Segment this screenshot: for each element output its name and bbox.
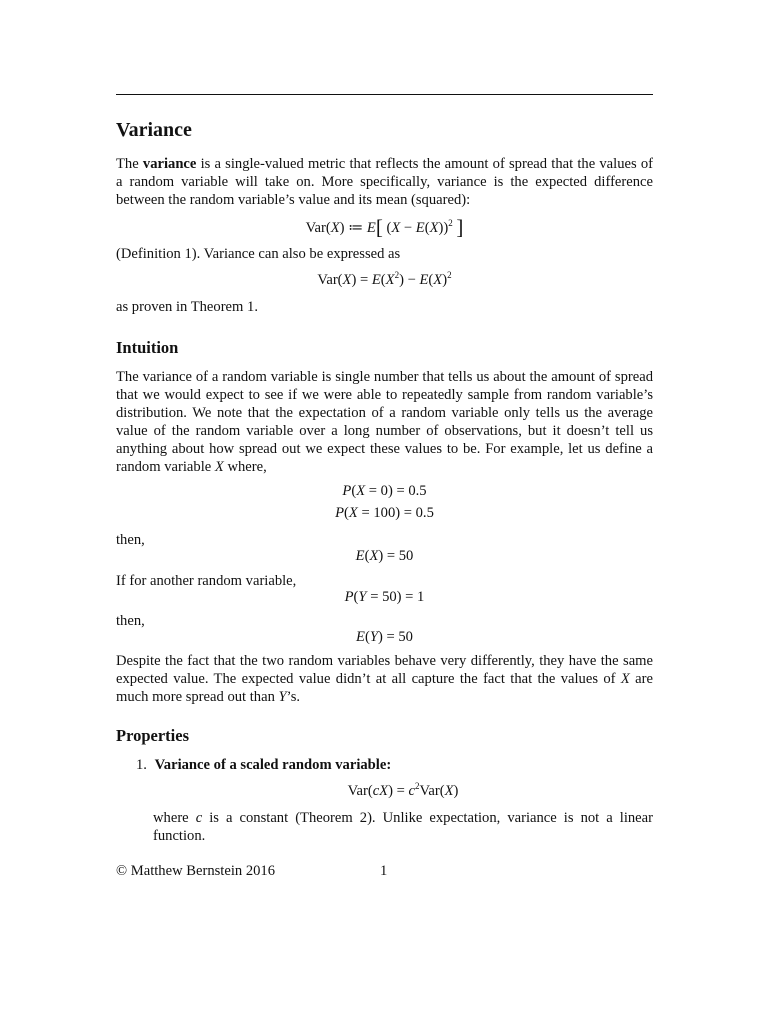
then-text-1: then, xyxy=(116,532,145,548)
equation-scaled-variance: $Var(cX) = c^2Var(X)$ xyxy=(347,781,459,799)
conclusion-text-c: ’s. xyxy=(286,689,301,705)
explanation-text-pre: where xyxy=(153,810,196,826)
equation-py50: P(Y = 50) = 1 xyxy=(344,589,425,605)
section-heading-properties: Properties xyxy=(116,726,190,745)
page-title: Variance xyxy=(116,119,192,141)
list-item xyxy=(136,756,653,774)
intro-paragraph xyxy=(116,155,653,209)
list-item-number: 1. xyxy=(136,757,147,773)
intuition-text-pre: The variance of a random variable is single number that tells us about the amount of spread that we would expect to see if we were able to repeatedly sample from random variable’s distribution. We note that the expectation of a random variable only tells us the average value of the random variable over a long number of observations, but it doesn’t tell us anything about how spread out we expect these values to be. For example, let us define a random variable xyxy=(116,369,653,475)
scaled-variance-explanation xyxy=(153,809,653,845)
conclusion-text-b: are much more spread out than xyxy=(116,671,653,705)
conclusion-variable-y: Y xyxy=(278,689,287,705)
equation-px0: P(X = 0) = 0.5 xyxy=(342,483,427,499)
document-page xyxy=(116,0,653,1024)
intuition-text-post: where, xyxy=(223,459,267,475)
conclusion-paragraph xyxy=(116,652,653,706)
intro-text-post: is a single-valued metric that reflects the amount of spread that the values of a random variable will take on. More specifically, variance is the expected difference between the random variable’s value and its mean (squared): xyxy=(116,156,653,208)
explanation-text-post: is a constant (Theorem 2). Unlike expectation, variance is not a linear function. xyxy=(153,810,653,844)
top-rule xyxy=(116,94,653,95)
equation-definition: Var(X) ≔ E[ $(X - E(X))^2$ ] xyxy=(305,215,464,239)
list-item-title: Variance of a scaled random variable: xyxy=(154,757,392,773)
footer-page-number: 1 xyxy=(380,863,388,879)
equation-alternate: $Var(X) = E(X^2) - E(X)^2$ xyxy=(317,270,452,288)
then-text-2: then, xyxy=(116,613,145,629)
if-another-text: If for another random variable, xyxy=(116,573,297,589)
conclusion-text-a: Despite the fact that the two random variables behave very differently, they have the same expected value. The expected value didn’t at all capture the fact that the values of xyxy=(116,653,653,687)
footer-copyright: © Matthew Bernstein 2016 xyxy=(116,863,276,879)
intuition-variable: X xyxy=(214,459,224,475)
conclusion-variable-x: X xyxy=(620,671,630,687)
equation-ey: E(Y) = 50 xyxy=(356,629,413,645)
intro-bold-term: variance xyxy=(142,156,197,172)
intro-text-pre: The xyxy=(116,156,143,172)
equation-ex: E(X) = 50 xyxy=(355,548,414,564)
proven-text: as proven in Theorem 1. xyxy=(116,299,258,315)
explanation-variable: c xyxy=(195,810,203,826)
after-definition-text: (Definition 1). Variance can also be expressed as xyxy=(116,246,401,262)
intuition-paragraph xyxy=(116,368,653,476)
equation-px100: P(X = 100) = 0.5 xyxy=(335,505,434,521)
section-heading-intuition: Intuition xyxy=(116,338,179,357)
